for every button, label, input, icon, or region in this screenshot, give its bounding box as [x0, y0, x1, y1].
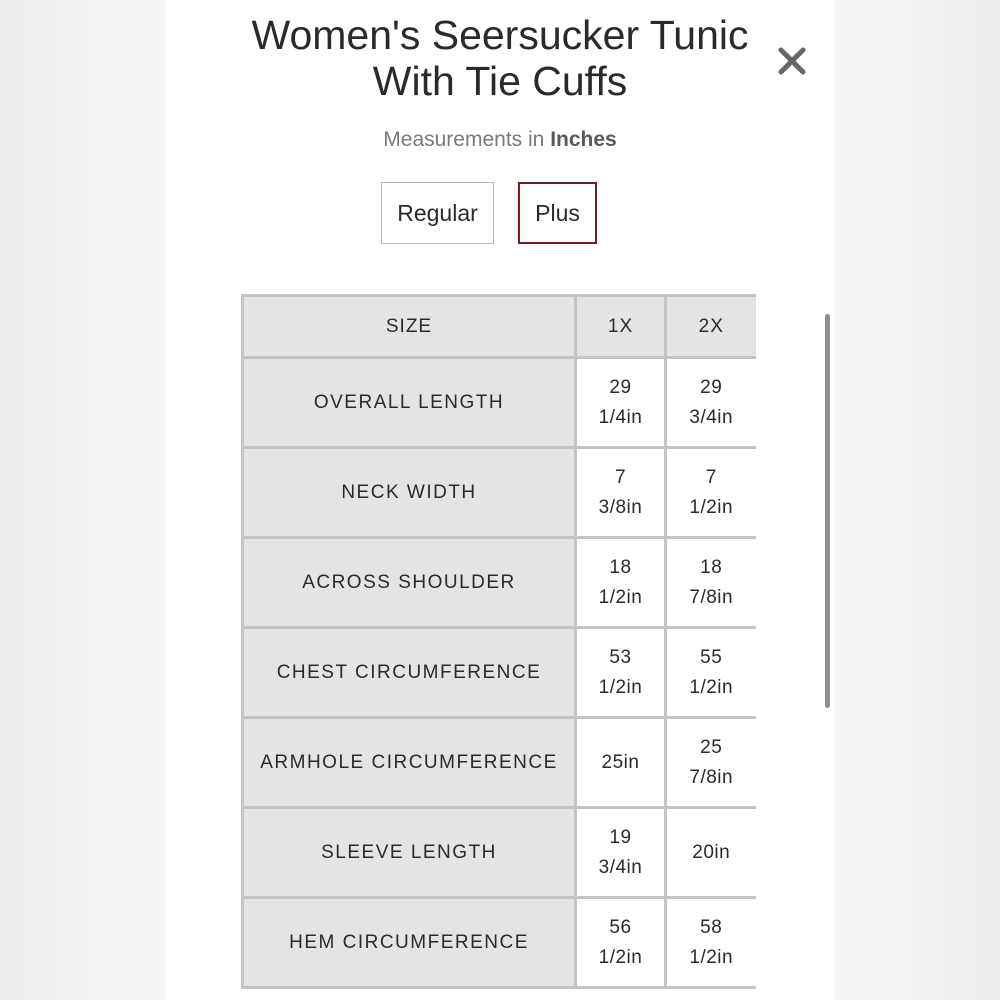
size-chart-modal	[165, 0, 835, 1000]
value-line: 25	[700, 736, 723, 758]
value-line: 1/2in	[689, 676, 734, 698]
value-line: 3/8in	[598, 496, 643, 518]
background-left	[0, 0, 165, 1000]
table-row	[243, 718, 756, 808]
value-line: 7/8in	[689, 586, 734, 608]
value-line: 3/4in	[689, 406, 734, 428]
close-button[interactable]	[777, 46, 817, 86]
measurement-label: NECK WIDTH	[243, 448, 576, 538]
value-1x	[576, 538, 666, 628]
value-line: 1/2in	[689, 496, 734, 518]
value-line: 7	[614, 466, 627, 488]
measurement-label: SLEEVE LENGTH	[243, 808, 576, 898]
value-line: 1/2in	[689, 946, 734, 968]
value-2x	[666, 898, 756, 988]
table-body	[243, 358, 756, 988]
unit-note-prefix: Measurements in	[383, 128, 545, 151]
scrollbar-thumb[interactable]	[825, 314, 830, 708]
value-line: 56	[609, 916, 632, 938]
value-line: 18	[700, 556, 723, 578]
value-line: 1/2in	[598, 586, 643, 608]
value-line: 3/4in	[598, 856, 643, 878]
value-line: 55	[700, 646, 723, 668]
measurement-label: ARMHOLE CIRCUMFERENCE	[243, 718, 576, 808]
value-2x	[666, 718, 756, 808]
value-line: 29	[609, 376, 632, 398]
value-line: 1/2in	[598, 676, 643, 698]
value-2x	[666, 628, 756, 718]
table-row	[243, 448, 756, 538]
value-line: 18	[609, 556, 632, 578]
header-2x: 2X	[666, 296, 756, 358]
unit-note-unit: Inches	[550, 128, 617, 151]
table-row	[243, 538, 756, 628]
value-line: 25in	[601, 751, 640, 773]
table-header-row	[243, 296, 756, 358]
close-icon	[777, 46, 807, 76]
value-1x	[576, 898, 666, 988]
measurement-unit-note	[165, 128, 835, 152]
modal-title: Women's Seersucker Tunic With Tie Cuffs	[251, 12, 749, 104]
measurement-label: OVERALL LENGTH	[243, 358, 576, 448]
header-size: SIZE	[243, 296, 576, 358]
value-2x	[666, 538, 756, 628]
value-1x	[576, 718, 666, 808]
measurement-label: HEM CIRCUMFERENCE	[243, 898, 576, 988]
table-row	[243, 358, 756, 448]
value-2x	[666, 448, 756, 538]
value-2x	[666, 358, 756, 448]
plus-fit-button[interactable]: Plus	[518, 182, 597, 244]
value-line: 58	[700, 916, 723, 938]
value-line: 19	[609, 826, 632, 848]
header-1x: 1X	[576, 296, 666, 358]
value-line: 7	[705, 466, 717, 488]
value-1x	[576, 628, 666, 718]
table-row	[243, 628, 756, 718]
value-1x	[576, 808, 666, 898]
background-right	[835, 0, 1000, 1000]
value-1x	[576, 358, 666, 448]
value-line: 7/8in	[689, 766, 734, 788]
measurement-label: ACROSS SHOULDER	[243, 538, 576, 628]
regular-fit-button[interactable]: Regular	[381, 182, 494, 244]
value-1x	[576, 448, 666, 538]
value-line: 53	[609, 646, 632, 668]
size-table	[241, 294, 756, 989]
measurement-label: CHEST CIRCUMFERENCE	[243, 628, 576, 718]
value-line: 29	[700, 376, 723, 398]
value-line: 20in	[692, 841, 731, 863]
table-row	[243, 808, 756, 898]
value-line: 1/2in	[598, 946, 643, 968]
value-line: 1/4in	[598, 406, 643, 428]
table-row	[243, 898, 756, 988]
value-2x	[666, 808, 756, 898]
